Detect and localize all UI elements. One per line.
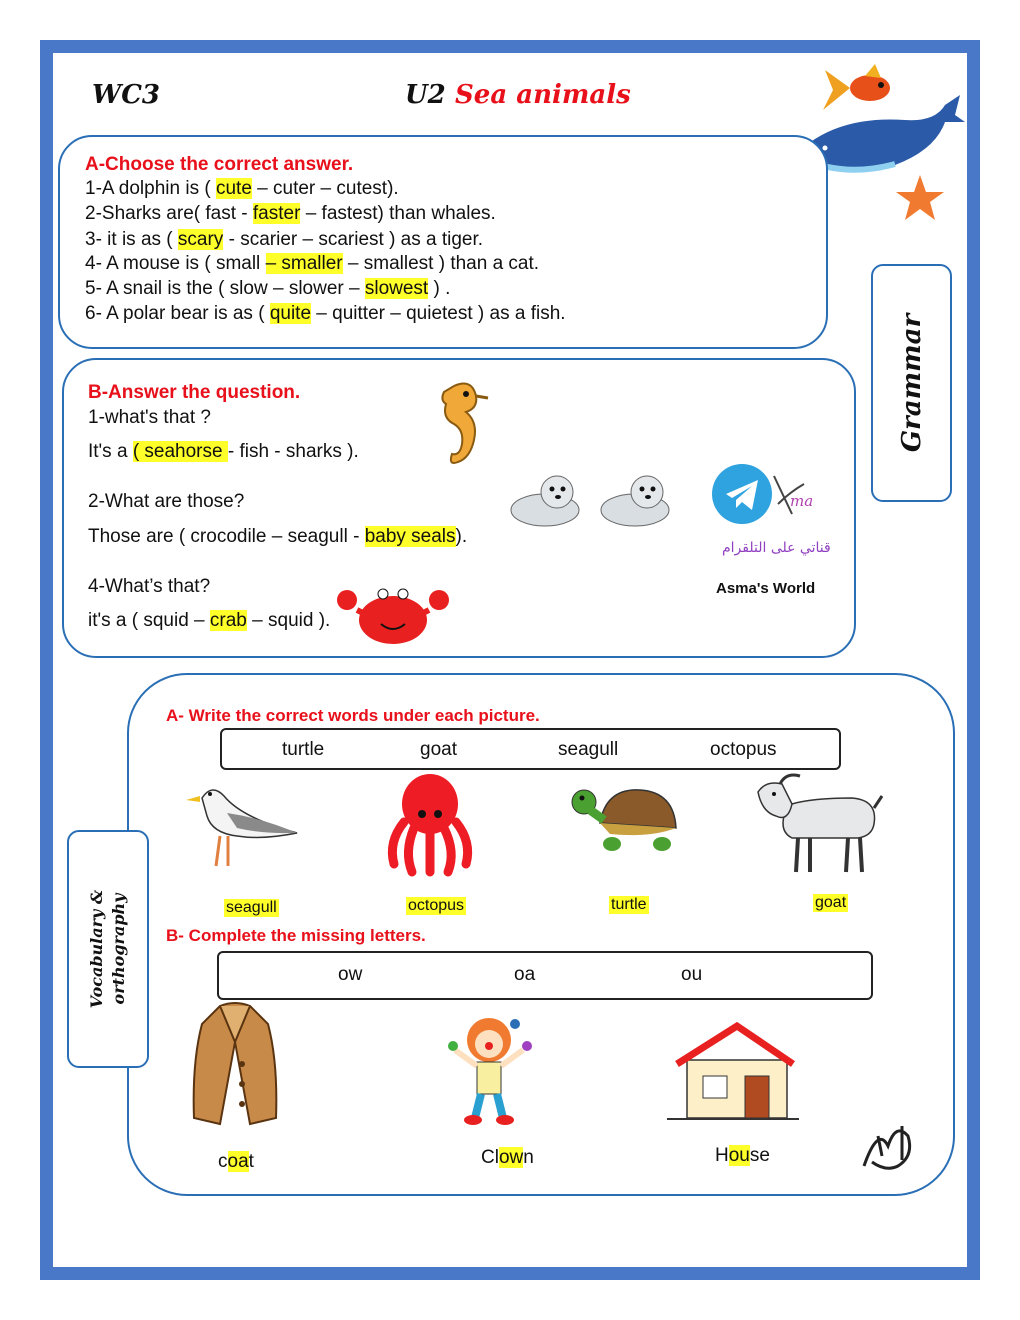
vocab-b-title: B- Complete the missing letters. xyxy=(166,926,426,945)
answer-label: seagull xyxy=(226,899,277,916)
house-icon xyxy=(667,1020,799,1124)
calligraphy-seal-icon xyxy=(858,1116,918,1174)
seagull-icon xyxy=(182,778,302,873)
missing-letters-answer: coat xyxy=(218,1151,254,1172)
missing-letters-answer: Clown xyxy=(481,1147,534,1168)
unit-label: U2 xyxy=(405,80,446,110)
vocabulary-side-label xyxy=(67,830,149,1068)
brand-name: Asma's World xyxy=(716,580,816,597)
word-bank-item: seagull xyxy=(558,739,619,760)
choice-line: 1-A dolphin is ( cute – cuter – cutest). xyxy=(85,178,399,199)
question-1: 1-what's that ? xyxy=(88,407,211,428)
letter-bank-item: oa xyxy=(514,964,536,985)
word-bank-item: octopus xyxy=(710,739,777,760)
letter-bank-b xyxy=(217,951,873,1000)
letter-bank-item: ou xyxy=(681,964,703,985)
answer-1: It's a ( seahorse - fish - sharks ). xyxy=(88,441,359,462)
choice-line: 6- A polar bear is as ( quite – quitter – quietest ) as a fish. xyxy=(85,303,566,324)
crab-icon xyxy=(335,580,450,648)
starfish-icon xyxy=(896,175,944,220)
choice-line: 2-Sharks are( fast - faster – fastest) than whales. xyxy=(85,203,496,224)
orthography-label: orthography xyxy=(109,893,128,1005)
answer-3: it's a ( squid – crab – squid ). xyxy=(88,610,331,631)
vocab-a-title: A- Write the correct words under each picture. xyxy=(166,706,540,725)
word-bank-item: turtle xyxy=(282,739,325,760)
telegram-channel-text: قناتي على التلقرام xyxy=(722,540,831,556)
letter-bank-item: ow xyxy=(338,964,363,985)
logo-text: ma xyxy=(790,492,814,510)
answer-label: turtle xyxy=(611,896,647,913)
choice-line: 3- it is as ( scary - scarier – scariest ) as a tiger. xyxy=(85,229,484,250)
seahorse-icon xyxy=(432,378,492,476)
word-bank-item: goat xyxy=(420,739,457,760)
missing-letters-answer: House xyxy=(715,1145,770,1166)
baby-seals-icon xyxy=(505,470,680,532)
coat-icon xyxy=(190,1002,280,1130)
goat-icon xyxy=(752,772,884,878)
section-a-title: A-Choose the correct answer. xyxy=(85,154,354,175)
worksheet-code: WC3 xyxy=(92,80,160,110)
question-3: 4-What’s that? xyxy=(88,576,211,597)
grammar-label: Grammar xyxy=(896,313,927,453)
worksheet-title: Sea animals xyxy=(455,80,631,110)
choice-line: 4- A mouse is ( small – smaller – smallest ) than a cat. xyxy=(85,253,540,274)
choice-line: 5- A snail is the ( slow – slower – slowest ) . xyxy=(85,278,451,299)
section-b-title: B-Answer the question. xyxy=(88,382,301,403)
seal-icon xyxy=(511,476,579,526)
clown-icon xyxy=(445,1006,535,1126)
answer-label: octopus xyxy=(408,897,465,914)
answer-2: Those are ( crocodile – seagull - baby seals). xyxy=(88,526,468,547)
seal-icon xyxy=(601,476,669,526)
turtle-icon xyxy=(570,778,680,856)
question-2: 2-What are those? xyxy=(88,491,245,512)
vocabulary-label: Vocabulary & xyxy=(87,889,106,1009)
octopus-icon xyxy=(382,772,478,876)
telegram-icon xyxy=(712,464,832,526)
answer-label: goat xyxy=(815,894,847,911)
grammar-side-label xyxy=(871,264,952,502)
goldfish-icon xyxy=(823,64,890,110)
